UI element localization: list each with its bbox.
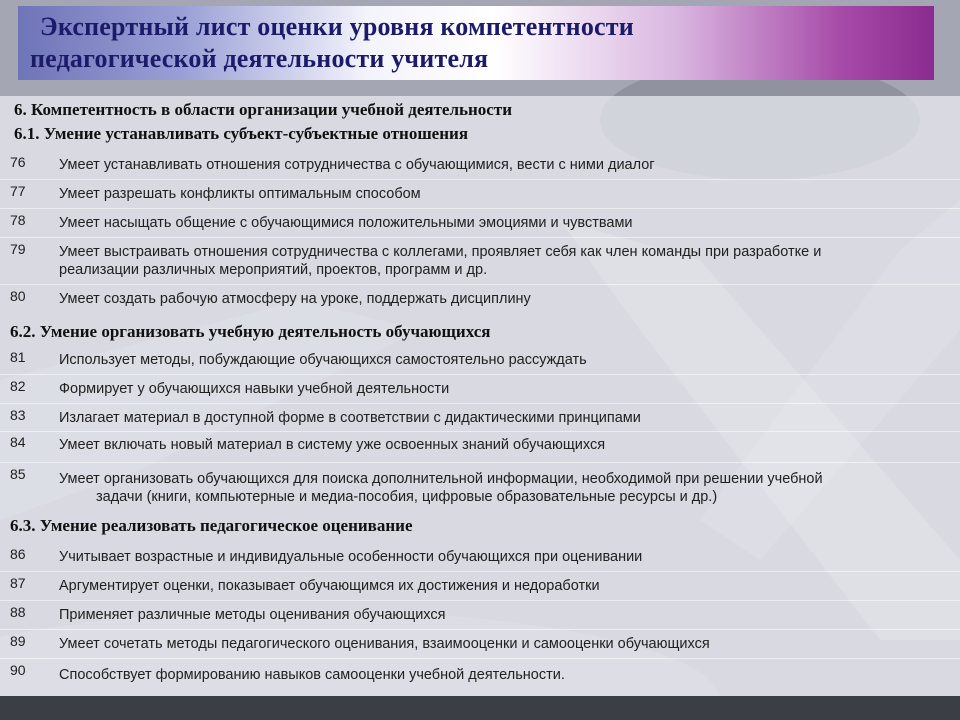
item-text-line-2: реализации различных мероприятий, проектов, программ и др. bbox=[59, 262, 488, 278]
item-number: 90 bbox=[10, 662, 26, 678]
divider bbox=[0, 403, 960, 404]
divider bbox=[0, 629, 960, 630]
item-number: 88 bbox=[10, 604, 26, 620]
divider bbox=[0, 431, 960, 432]
item-text: Умеет устанавливать отношения сотрудничества с обучающимися, вести с ними диалог bbox=[59, 157, 655, 173]
item-text: Умеет создать рабочую атмосферу на уроке, поддержать дисциплину bbox=[59, 291, 531, 307]
item-text: Применяет различные методы оценивания обучающихся bbox=[59, 607, 446, 623]
subsection-heading-6-1: 6.1. Умение устанавливать субъект-субъектные отношения bbox=[14, 124, 469, 143]
divider bbox=[0, 179, 960, 180]
bottom-bar bbox=[0, 696, 960, 720]
item-number: 89 bbox=[10, 633, 26, 649]
item-text: Умеет разрешать конфликты оптимальным способом bbox=[59, 186, 421, 202]
item-number: 84 bbox=[10, 434, 26, 450]
divider bbox=[0, 462, 960, 463]
item-text-line-1: Умеет организовать обучающихся для поиска дополнительной информации, необходимой при решении учебной bbox=[59, 471, 823, 487]
item-text: Умеет насыщать общение с обучающимися положительными эмоциями и чувствами bbox=[59, 215, 633, 231]
item-text: Использует методы, побуждающие обучающихся самостоятельно рассуждать bbox=[59, 352, 587, 368]
page-title-line-1: Экспертный лист оценки уровня компетентности bbox=[40, 12, 634, 41]
item-number: 77 bbox=[10, 183, 26, 199]
divider bbox=[0, 284, 960, 285]
divider bbox=[0, 208, 960, 209]
divider bbox=[0, 374, 960, 375]
item-text bbox=[59, 470, 939, 506]
item-text: Формирует у обучающихся навыки учебной деятельности bbox=[59, 381, 450, 397]
divider bbox=[0, 571, 960, 572]
section-heading: 6. Компетентность в области организации учебной деятельности bbox=[14, 100, 512, 119]
item-number: 81 bbox=[10, 349, 26, 365]
item-number: 82 bbox=[10, 378, 26, 394]
item-text-line-2: задачи (книги, компьютерные и медиа-пособия, цифровые образовательные ресурсы и др.) bbox=[96, 489, 718, 505]
content-panel bbox=[0, 96, 960, 696]
item-number: 85 bbox=[10, 466, 26, 482]
item-text-line-1: Умеет выстраивать отношения сотрудничества с коллегами, проявляет себя как член команды при разработке и bbox=[59, 244, 822, 260]
page-title-line-2: педагогической деятельности учителя bbox=[30, 44, 489, 73]
item-text: Учитывает возрастные и индивидуальные особенности обучающихся при оценивании bbox=[59, 549, 643, 565]
item-number: 79 bbox=[10, 241, 26, 257]
divider bbox=[0, 658, 960, 659]
item-number: 80 bbox=[10, 288, 26, 304]
item-number: 86 bbox=[10, 546, 26, 562]
divider bbox=[0, 600, 960, 601]
item-number: 83 bbox=[10, 407, 26, 423]
item-text: Умеет включать новый материал в систему уже освоенных знаний обучающихся bbox=[59, 437, 606, 453]
item-text: Умеет сочетать методы педагогического оценивания, взаимооценки и самооценки обучающихся bbox=[59, 636, 710, 652]
item-number: 78 bbox=[10, 212, 26, 228]
subsection-heading-6-2: 6.2. Умение организовать учебную деятельность обучающихся bbox=[10, 322, 491, 341]
item-text: Аргументирует оценки, показывает обучающимся их достижения и недоработки bbox=[59, 578, 600, 594]
item-number: 87 bbox=[10, 575, 26, 591]
title-banner bbox=[18, 6, 934, 80]
item-text: Способствует формированию навыков самооценки учебной деятельности. bbox=[59, 667, 565, 683]
item-number: 76 bbox=[10, 154, 26, 170]
item-text bbox=[59, 243, 939, 279]
divider bbox=[0, 237, 960, 238]
subsection-heading-6-3: 6.3. Умение реализовать педагогическое оценивание bbox=[10, 516, 413, 535]
item-text: Излагает материал в доступной форме в соответствии с дидактическими принципами bbox=[59, 410, 641, 426]
